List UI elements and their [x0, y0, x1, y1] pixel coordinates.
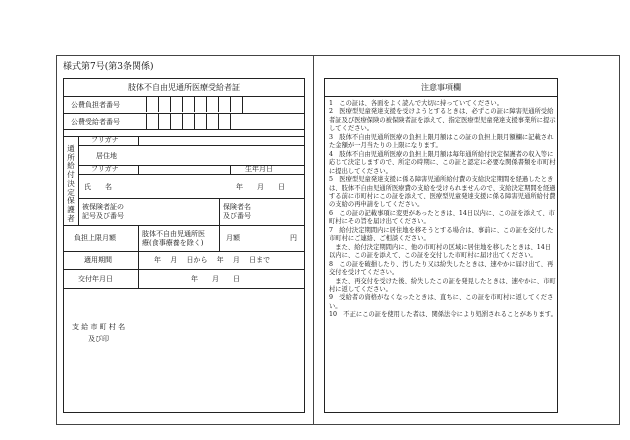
limit-label: 負担上限月額: [74, 234, 116, 242]
municipality-label: 支 給 市 町 村 名 及び印: [72, 323, 126, 343]
issue-date-value: 年 月 日: [191, 275, 240, 283]
recipient-number-label: 公費受給者番号: [71, 118, 120, 126]
insured-card-label: 被保険者証の 記号及び番号: [82, 203, 124, 220]
note-item: 6 この証の記載事項に変更があったときは、14日以内に、この証を添えて、市町村にその旨を届け出てください。: [329, 209, 555, 226]
guardian-vertical-label: 通 所 給 付 決 定 保 護 者: [67, 144, 75, 223]
issue-date-label: 交付年月日: [78, 275, 113, 283]
note-item: 9 受給者の資格がなくなったときは、直ちに、この証を市町村に返してください。: [329, 294, 554, 310]
limit-description: 肢体不自由児通所医 療(食事療養を除く): [142, 230, 205, 247]
center-divider: [313, 55, 314, 425]
address-label: 居住地: [96, 152, 117, 160]
notes-panel: [324, 78, 558, 413]
certificate-card: [63, 78, 305, 413]
note-item: 1 この証は、各面をよく読んで大切に持っていてください。: [329, 100, 504, 107]
dob-label: 生年月日: [245, 165, 273, 173]
card-title: 肢体不自由児通所医療受給者証: [64, 79, 304, 97]
payer-number-label: 公費負担者番号: [71, 101, 120, 109]
note-item: 3 肢体不自由児通所医療の負担上限月額はこの証の負担上限月額欄に記載された金額が一月当たりの上限になります。: [329, 133, 554, 150]
notes-title: 注意事項欄: [325, 79, 557, 97]
notes-list: [329, 100, 557, 320]
monthly-label: 月額: [226, 234, 240, 242]
note-item: 4 肢体不自由児通所医療の負担上限月額は毎年通所給付決定保護者の収入等に応じて決定しますので、所定の時期に、この証と認定に必要な関係書類を市町村に提出してください。: [329, 150, 556, 175]
furigana-address: フリガナ: [91, 136, 119, 144]
dob-value: 年 月 日: [236, 183, 285, 191]
note-item: 8 この証を破損したり、汚したり又は紛失したときは、速やかに届け出て、再交付を受けてください。 また、再交付を受けた後、紛失したこの証を発見したときは、速やかに、市町村に返してください。: [329, 260, 556, 293]
form-number: 様式第7号(第3条関係): [63, 62, 154, 72]
name-label: 氏 名: [84, 183, 112, 191]
note-item: 7 給付決定期間内に居住地を移そうとする場合は、事前に、この証を交付した市町村にご連絡、ご相談ください。 また、給付決定期間内に、他の市町村の区域に居住地を移したときは、14日以内に、この証を添えて、この証を交付した市町村に届け出てください。: [329, 226, 554, 260]
yen-label: 円: [290, 234, 297, 242]
period-label: 適用期間: [84, 256, 112, 264]
note-item: 10 不正にこの証を使用した者は、関係法令により処罰されることがあります。: [329, 311, 557, 319]
furigana-name: フリガナ: [91, 165, 119, 173]
period-value: 年 月 日から 年 月 日まで: [154, 256, 271, 264]
insurer-label: 保険者名 及び番号: [223, 203, 251, 220]
note-item: 2 医療型児童発達支援を受けようとするときは、必ずこの証に障害児通所受給者証及び医療保険の被保険者証を添えて、指定医療型児童発達支援事業所に提示してください。: [329, 108, 556, 133]
note-item: 5 医療型児童発達支援に係る障害児通所給付費の支給決定期間を経過したときは、肢体不自由児通所医療費の支給を受けられませんので、支給決定期間を経過する前に市町村にこの証を添えて、医療型児童発達支援に係る障害児通所給付費の支給の再申請をしてください。: [329, 176, 556, 209]
